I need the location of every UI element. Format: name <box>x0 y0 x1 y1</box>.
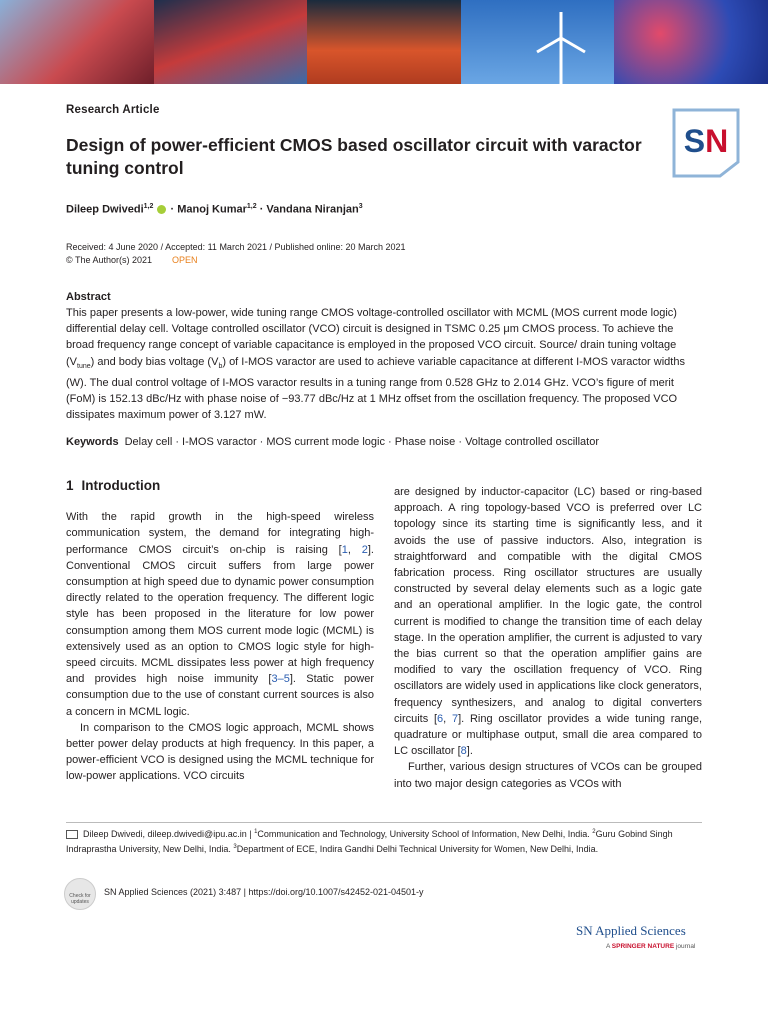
author-affiliation: 1,2 <box>143 203 154 210</box>
body-column-left <box>66 478 374 785</box>
copyright: © The Author(s) 2021 <box>66 255 153 265</box>
sn-logo-text: SN <box>683 123 729 159</box>
journal-name: SN Applied Sciences <box>576 923 686 938</box>
banner-image-5 <box>614 0 768 84</box>
intro-paragraph-4: Further, various design structures of VCOs can be grouped into two major design categories as VCOs with <box>394 761 702 790</box>
author-affiliation: 3 <box>358 203 363 210</box>
keywords-list: Delay cell · I-MOS varactor · MOS current mode logic · Phase noise · Voltage controlled oscillator <box>124 436 599 448</box>
footnote-divider <box>66 822 702 823</box>
affiliation-footnote: Dileep Dwivedi, dileep.dwivedi@ipu.ac.in | $^1$Communication and Technology, University School of Information, New Delhi, India. $^2$Guru Gobind Singh Indraprastha University, New Delhi, India. $^3$Department of ECE, Indira Gandhi Delhi Technical University for Women, New Delhi, India. <box>66 829 673 854</box>
orcid-icon[interactable] <box>157 205 166 214</box>
check-for-updates-label[interactable]: Check for updates <box>69 893 91 905</box>
citation-link[interactable]: 7 <box>451 712 459 725</box>
author-list <box>66 203 363 216</box>
citation-link[interactable]: 6 <box>437 712 444 725</box>
author-name[interactable]: Dileep Dwivedi <box>66 203 144 216</box>
paper-title: Design of power-efficient CMOS based oscillator circuit with varactor tuning control <box>66 135 642 178</box>
banner-image-1 <box>0 0 154 84</box>
article-type: Research Article <box>66 104 160 116</box>
intro-paragraph-1: With the rapid growth in the high-speed wireless communication system, the demand for integrating high-performance CMOS circuit’s on-chip is raising [1, 2]. Conventional CMOS circuit suffers from large power consumption at high speed due to dynamic power consumption directly related to the operation frequency. The different logic style has been proposed in the literature for low power consumption among them MOS current mode logic (MCML) is extensively used as an option to CMOS logic style for high-speed circuits. MCML dissipates less power at high frequency and provides high noise immunity [3–5]. Static power consumption due to the use of constant current sources is also a concern in MCML logic. <box>66 511 374 718</box>
keywords <box>66 436 599 448</box>
citation-link[interactable]: 8 <box>460 745 467 758</box>
open-access-badge[interactable]: OPEN <box>172 255 198 265</box>
citation-link[interactable]: 2 <box>361 543 368 556</box>
abstract-heading: Abstract <box>66 291 111 303</box>
wind-turbine-icon <box>531 10 591 84</box>
intro-paragraph-3: are designed by inductor-capacitor (LC) based or ring-based approach. A ring topology-based VCO is preferred over LC topology since its starting time is significantly less, and it avoids the use of passive inductors. Also, integration is straightforward and compatible with the digital CMOS fabrication process. Ring oscillator structures are usually constructed by several delay elements such as a logic gate and an operational amplifier. In the logic gate, the control current is modified to change the transition time of each delay stage. In the operation amplifier, the current is adjusted to vary the bias current so that the operation amplifier gains are modified to vary the oscillation frequency of VCO. Ring oscillators are widely used in applications like clock generators, frequency synthesizers, and analog to digital converters circuits [6, 7]. Ring oscillator provides a wide tuning range, quadrature or multiphase output, small die area compared to LC oscillator [8]. <box>394 486 702 758</box>
keywords-heading: Keywords <box>66 436 119 448</box>
banner-image-wind-turbine <box>461 0 615 84</box>
citation-line[interactable]: SN Applied Sciences (2021) 3:487 | https://doi.org/10.1007/s42452-021-04501-y <box>104 887 424 897</box>
citation-link[interactable]: 1 <box>341 543 348 556</box>
publisher-line: A SPRINGER NATURE journal <box>606 943 696 950</box>
publisher-brand: SPRINGER NATURE <box>611 943 675 950</box>
author-name[interactable]: Vandana Niranjan <box>266 203 359 216</box>
envelope-icon <box>66 830 78 839</box>
body-column-right <box>394 484 702 792</box>
header-banner <box>0 0 768 84</box>
citation-link[interactable]: 3–5 <box>271 673 290 686</box>
author-name[interactable]: Manoj Kumar <box>177 203 247 216</box>
author-separator: · <box>256 203 267 216</box>
author-separator: · <box>167 203 178 216</box>
banner-image-2 <box>154 0 308 84</box>
publication-dates <box>66 241 406 267</box>
sn-logo-icon <box>672 108 740 178</box>
history-line: Received: 4 June 2020 / Accepted: 11 March 2021 / Published online: 20 March 2021 <box>66 242 406 252</box>
author-affiliation: 1,2 <box>246 203 257 210</box>
banner-image-3 <box>307 0 461 84</box>
section-heading: 1 Introduction <box>66 478 161 493</box>
abstract-body: This paper presents a low-power, wide tuning range CMOS voltage-controlled oscillator with MCML (MOS current mode logic) differential delay cell. Voltage controlled oscillator (VCO) circuit is designed in TSMC 0.25 μm CMOS process. To achieve the broad frequency range concept of variable capacitance is employed in the proposed VCO circuit. Source/ drain tuning voltage $(V_{tune})$ and body bias voltage $(V_b)$ of I-MOS varactor are used to achieve variable capacitance at different I-MOS varactor widths (W). The dual control voltage of I-MOS varactor results in a tuning range from 0.528 GHz to 2.014 GHz. VCO’s figure of merit (FoM) is 152.13 dBc/Hz with phase noise of −93.77 dBc/Hz at 1 MHz offset from the oscillation frequency. The proposed VCO dissipates maximum power of 3.127 mW. <box>66 307 685 422</box>
intro-paragraph-2: In comparison to the CMOS logic approach, MCML shows better power delay products at high frequency. In this paper, a power-efficient VCO is designed using the MCML technique for low-power applications. VCO circuits <box>66 721 374 783</box>
